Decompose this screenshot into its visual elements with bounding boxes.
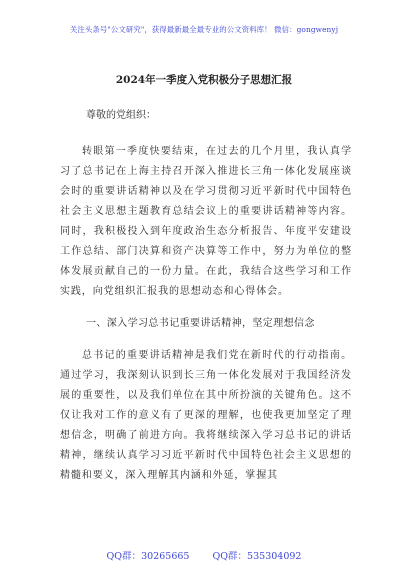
- document-title: 2024年一季度入党积极分子思想汇报: [115, 74, 293, 86]
- section-heading-1: 一、深入学习总书记重要讲话精神，坚定理想信念: [86, 318, 315, 329]
- header-banner: 关注头条号"公文研究"，获得最新最全最专业的公文资料库！ 微信：gongwenyj: [69, 25, 339, 34]
- salutation: 尊敬的党组织：: [86, 110, 156, 121]
- footer-qq-group-1: QQ群：30265665: [106, 551, 190, 562]
- footer-contact: [0, 548, 408, 562]
- paragraph-intro: 转眼第一季度快要结束，在过去的几个月里，我认真学习了总书记在上海主持召开深入推进长三角一体化发展座谈会时的重要讲话精神以及在学习贯彻习近平新时代中国特色社会主义思想主题教育总结会议上的重要讲话精神等内容。同时，我积极投入到年度政治生态分析报告、年度平安建设工作总结、部门决算和资产决算等工作中，努力为单位的整体发展贡献自己的一份力量。在此，我结合这些学习和工作实践，向党组织汇报我的思想动态和心得体会。: [60, 146, 352, 297]
- footer-qq-group-2: QQ群：535304092: [212, 551, 302, 562]
- paragraph-section-1: 总书记的重要讲话精神是我们党在新时代的行动指南。通过学习，我深刻认识到长三角一体化发展对于我国经济发展的重要性，以及我们单位在其中所扮演的关键角色。这不仅让我对工作的意义有了更深的理解，也使我更加坚定了理想信念，明确了前进方向。我将继续深入学习总书记的讲话精神，继续认真学习习近平新时代中国特色社会主义思想的精髓和要义，深入理解其内涵和外延，掌握其: [60, 350, 352, 481]
